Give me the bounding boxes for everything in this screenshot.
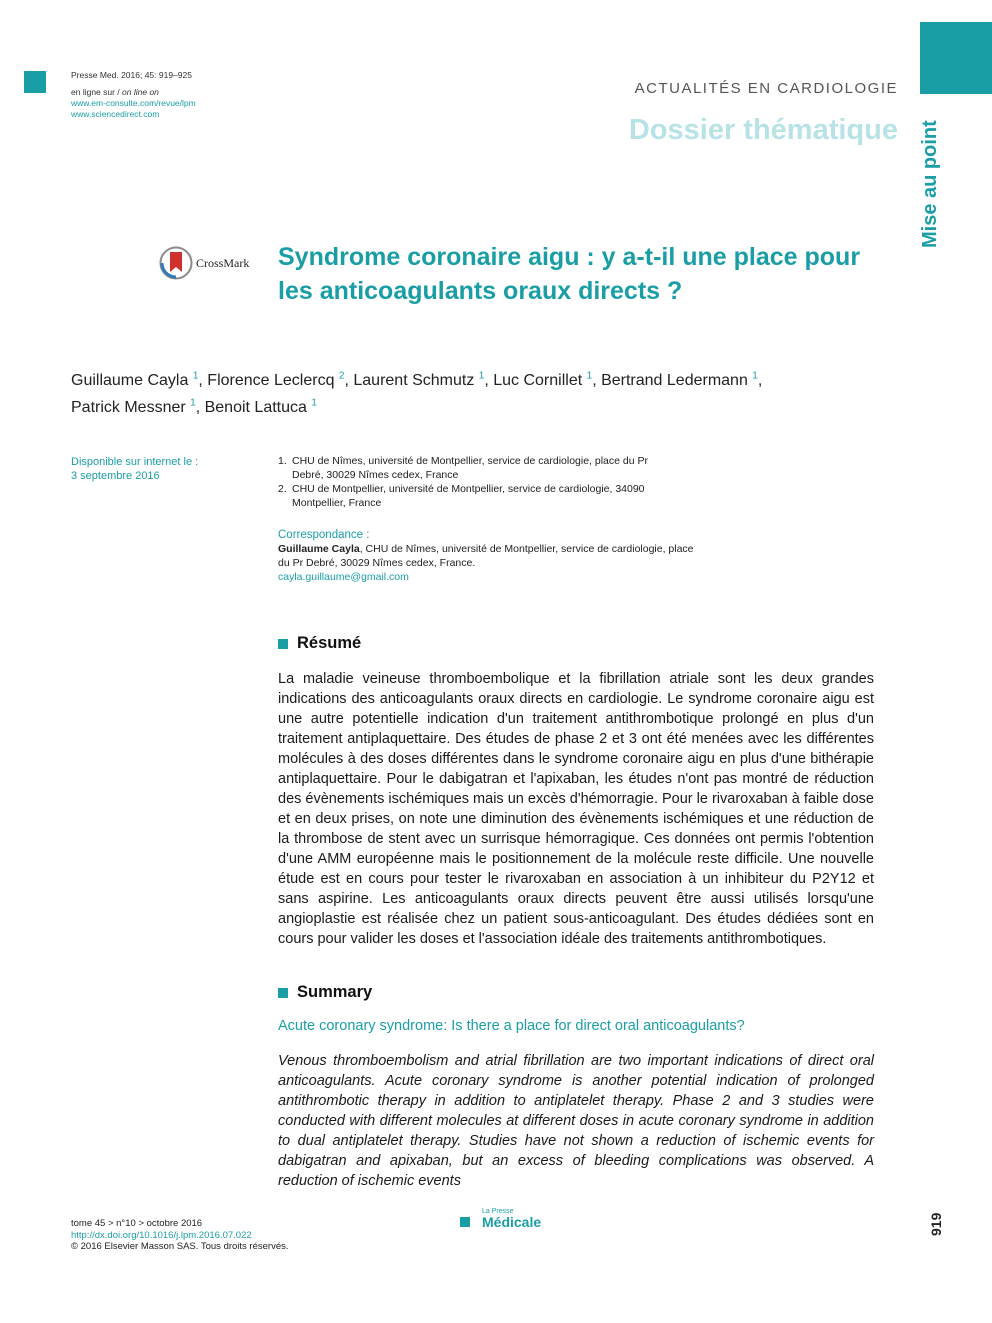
summary-subtitle: Acute coronary syndrome: Is there a place for direct oral anticoagulants? — [278, 1018, 745, 1034]
resume-text: La maladie veineuse thromboembolique et la fibrillation atriale sont les deux grandes indications des anticoagulants oraux directs en cardiologie. Le syndrome coronaire aigu est une autre potentielle indication d'un traitement antithrombotique prolongé en plus d'un traitement antiplaquettaire. Des études de phase 2 et 3 ont été menées avec les différentes molécules à des doses différentes dans le syndrome coronaire aigu en plus d'une bithérapie antiplaquettaire. Pour le dabigatran et l'apixaban, les études n'ont pas montré de réduction des évènements ischémiques mais un excès d'hémorragie. Pour le rivaroxaban à faible dose et en deux prises, on note une diminution des évènements ischémiques et une réduction de la thrombose de stent avec un surrisque hémorragique. Ces données ont permis l'obtention d'une AMM européenne mais le positionnement de la molécule reste difficile. Une nouvelle étude est en cours pour tester le rivaroxaban en association à un inhibiteur du P2Y12 et sans aspirine. Les anticoagulants oraux directs peuvent être aussi utilisés lorsqu'une angioplastie est réalisée chez un patient sous-anticoagulant. Des études dédiées sont en cours pour valider les doses et l'association idéale des traitements antithrombotiques. — [278, 671, 874, 947]
crossmark-logo[interactable] — [159, 245, 259, 281]
author: Luc Cornillet $^1$, — [493, 371, 602, 390]
square-bullet-icon — [278, 639, 288, 649]
correspondence-heading: Correspondance : — [278, 529, 370, 541]
journal-citation: Presse Med. 2016; 45: 919–925 — [71, 70, 192, 80]
resume-heading: Résumé — [278, 634, 361, 653]
presse-medicale-logo: La Presse Médicale — [460, 1208, 541, 1230]
summary-heading: Summary — [278, 983, 372, 1002]
dossier-label: Dossier thématique — [628, 114, 898, 146]
online-label: en ligne sur / on line on — [71, 87, 159, 97]
journal-url-emconsulte[interactable]: www.em-consulte.com/revue/lpm — [71, 98, 196, 108]
footer-info — [71, 1218, 289, 1253]
page-number: 919 — [928, 1212, 944, 1236]
summary-text: Venous thromboembolism and atrial fibrillation are two important indications of direct oral anticoagulants. Acute coronary syndrome is another potential indication of prolonged antithrombotic therapy in addition to antiplatelet therapy. Phase 2 and 3 studies were conducted with different molecules at different doses in acute coronary syndrome in addition to dual antiplatelet therapy. Studies have not shown a reduction of ischemic events for dabigatran and apixaban, but an excess of bleeding complications was observed. A reduction of ischemic events — [278, 1053, 874, 1189]
affiliation: 1. CHU de Nîmes, université de Montpellier, service de cardiologie, place du Pr Debré, 30029 Nîmes cedex, France — [278, 455, 649, 481]
article-title: Syndrome coronaire aigu : y a-t-il une place pour les anticoagulants oraux directs ? — [278, 243, 861, 305]
square-bullet-icon — [460, 1217, 470, 1227]
author: Guillaume Cayla $^1$, — [71, 371, 208, 390]
author: Bertrand Ledermann $^1$, — [601, 371, 763, 390]
journal-url-sciencedirect[interactable]: www.sciencedirect.com — [71, 109, 160, 119]
crossmark-label: CrossMark — [196, 255, 250, 270]
footer-issue: tome 45 > n°10 > octobre 2016 — [71, 1218, 203, 1229]
availability — [71, 455, 198, 483]
author: Patrick Messner $^1$, — [71, 397, 205, 416]
corner-tab-decoration — [920, 22, 992, 94]
footer-copyright: © 2016 Elsevier Masson SAS. Tous droits réservés. — [71, 1241, 289, 1252]
correspondence-address: Guillaume Cayla, CHU de Nîmes, université de Montpellier, service de cardiologie, place du Pr Debré, 30029 Nîmes cedex, France. — [278, 543, 694, 569]
author: Laurent Schmutz $^1$, — [353, 371, 494, 390]
author: Benoit Lattuca $^1$ — [204, 397, 317, 416]
available-date: 3 septembre 2016 — [71, 470, 160, 482]
corner-square-decoration — [24, 71, 46, 93]
crossmark-icon — [159, 246, 193, 280]
rubric-label: Mise au point — [919, 120, 941, 248]
affiliations — [278, 454, 678, 510]
author: Florence Leclercq $^2$, — [207, 371, 354, 390]
square-bullet-icon — [278, 988, 288, 998]
affiliation: 2. CHU de Montpellier, université de Montpellier, service de cardiologie, 34090 Montpellier, France — [278, 483, 645, 509]
correspondence-email[interactable]: cayla.guillaume@gmail.com — [278, 571, 409, 583]
section-heading: ACTUALITÉS EN CARDIOLOGIE — [634, 80, 898, 97]
correspondence — [278, 528, 698, 584]
available-label: Disponible sur internet le : — [71, 456, 199, 468]
journal-meta — [71, 70, 196, 120]
author-list — [71, 366, 871, 419]
footer-doi[interactable]: http://dx.doi.org/10.1016/j.lpm.2016.07.022 — [71, 1229, 252, 1241]
